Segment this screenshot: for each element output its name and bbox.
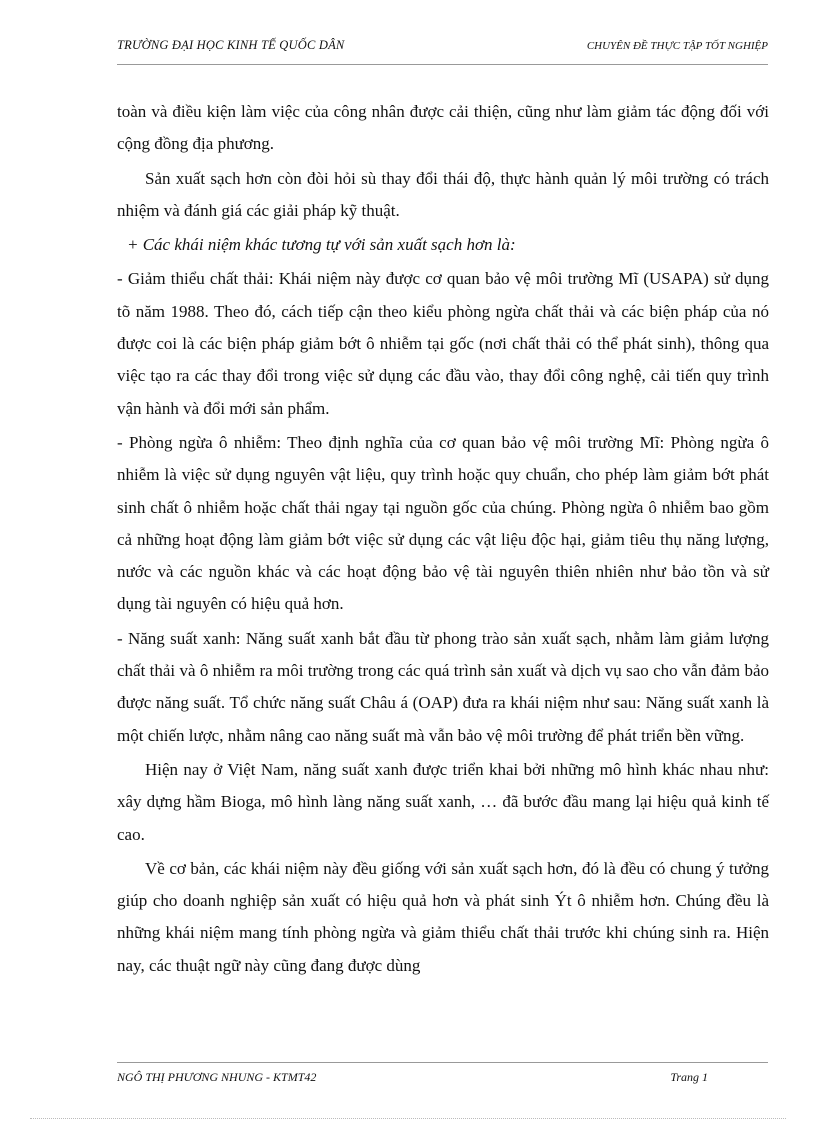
paragraph-vietnam: Hiện nay ở Việt Nam, năng suất xanh được triển khai bởi những mô hình khác nhau như: xây dựng hầm Bioga, mô hình làng năng suất xanh, … đã bước đầu mang lại hiệu quả kinh tế cao. <box>117 759 769 844</box>
page-number: Trang 1 <box>670 1070 708 1084</box>
header-report-type: CHUYÊN ĐỀ THỰC TẬP TỐT NGHIỆP <box>586 40 768 52</box>
page-header <box>117 38 768 60</box>
document-body <box>117 96 769 984</box>
page-boundary-line <box>30 1118 786 1119</box>
header-university: TRƯỜNG ĐẠI HỌC KINH TẾ QUỐC DÂN <box>117 38 345 52</box>
header-divider <box>117 64 768 65</box>
list-item-green-productivity: - Năng suất xanh: Năng suất xanh bắt đầu từ phong trào sản xuất sạch, nhằm làm giảm lượng chất thải và ô nhiễm ra môi trường trong các quá trình sản xuất và dịch vụ sao cho vẫn đảm bảo được năng suất. Tổ chức năng suất Châu á (OAP) đưa ra khái niệm như sau: Năng suất xanh là một chiến lược, nhằm nâng cao năng suất mà vẫn bảo vệ môi trường để phát triển bền vững. <box>117 628 769 745</box>
list-item-pollution-prevention: - Phòng ngừa ô nhiễm: Theo định nghĩa của cơ quan bảo vệ môi trường Mĩ: Phòng ngừa ô nhiễm là việc sử dụng nguyên vật liệu, quy trình hoặc quy chuẩn, cho phép làm giảm bớt phát sinh chất ô nhiễm hoặc chất thải ngay tại nguồn gốc của chúng. Phòng ngừa ô nhiễm bao gồm cả những hoạt động làm giảm bớt việc sử dụng các vật liệu độc hại, giảm tiêu thụ năng lượng, nước và các nguồn khác và các hoạt động bảo vệ tài nguyên thiên nhiên như bảo tồn và sử dụng tài nguyên có hiệu quả hơn. <box>117 432 769 614</box>
paragraph-continuation: toàn và điều kiện làm việc của công nhân được cải thiện, cũng như làm giảm tác động đối với cộng đồng địa phương. <box>117 102 769 154</box>
paragraph-summary: Về cơ bản, các khái niệm này đều giống với sản xuất sạch hơn, đó là đều có chung ý tưởng giúp cho doanh nghiệp sản xuất có hiệu quả hơn và phát sinh Ýt ô nhiễm hơn. Chúng đều là những khái niệm mang tính phòng ngừa và giảm thiểu chất thải trước khi chúng sinh ra. Hiện nay, các thuật ngữ này cũng đang được dùng <box>117 858 769 975</box>
list-item-waste-minimization: - Giảm thiểu chất thải: Khái niệm này được cơ quan bảo vệ môi trường Mĩ (USAPA) sử dụng tõ năm 1988. Theo đó, cách tiếp cận theo kiểu phòng ngừa chất thải và các biện pháp của nó được coi là các biện pháp giảm bớt ô nhiễm tại gốc (nơi chất thải có thể phát sinh), thông qua việc tạo ra các thay đổi trong việc sử dụng các đầu vào, thay đổi công nghệ, cải tiến quy trình vận hành và đổi mới sản phẩm. <box>117 269 769 418</box>
footer-author: NGÔ THỊ PHƯƠNG NHUNG - KTMT42 <box>117 1070 317 1084</box>
subheading-similar-concepts: + Các khái niệm khác tương tự với sản xuất sạch hơn là: <box>127 235 516 255</box>
footer-divider <box>117 1062 768 1063</box>
page-footer <box>117 1070 708 1090</box>
paragraph-cleaner-production: Sản xuất sạch hơn còn đòi hỏi sù thay đổi thái độ, thực hành quản lý môi trường có trách nhiệm và đánh giá các giải pháp kỹ thuật. <box>117 168 769 220</box>
